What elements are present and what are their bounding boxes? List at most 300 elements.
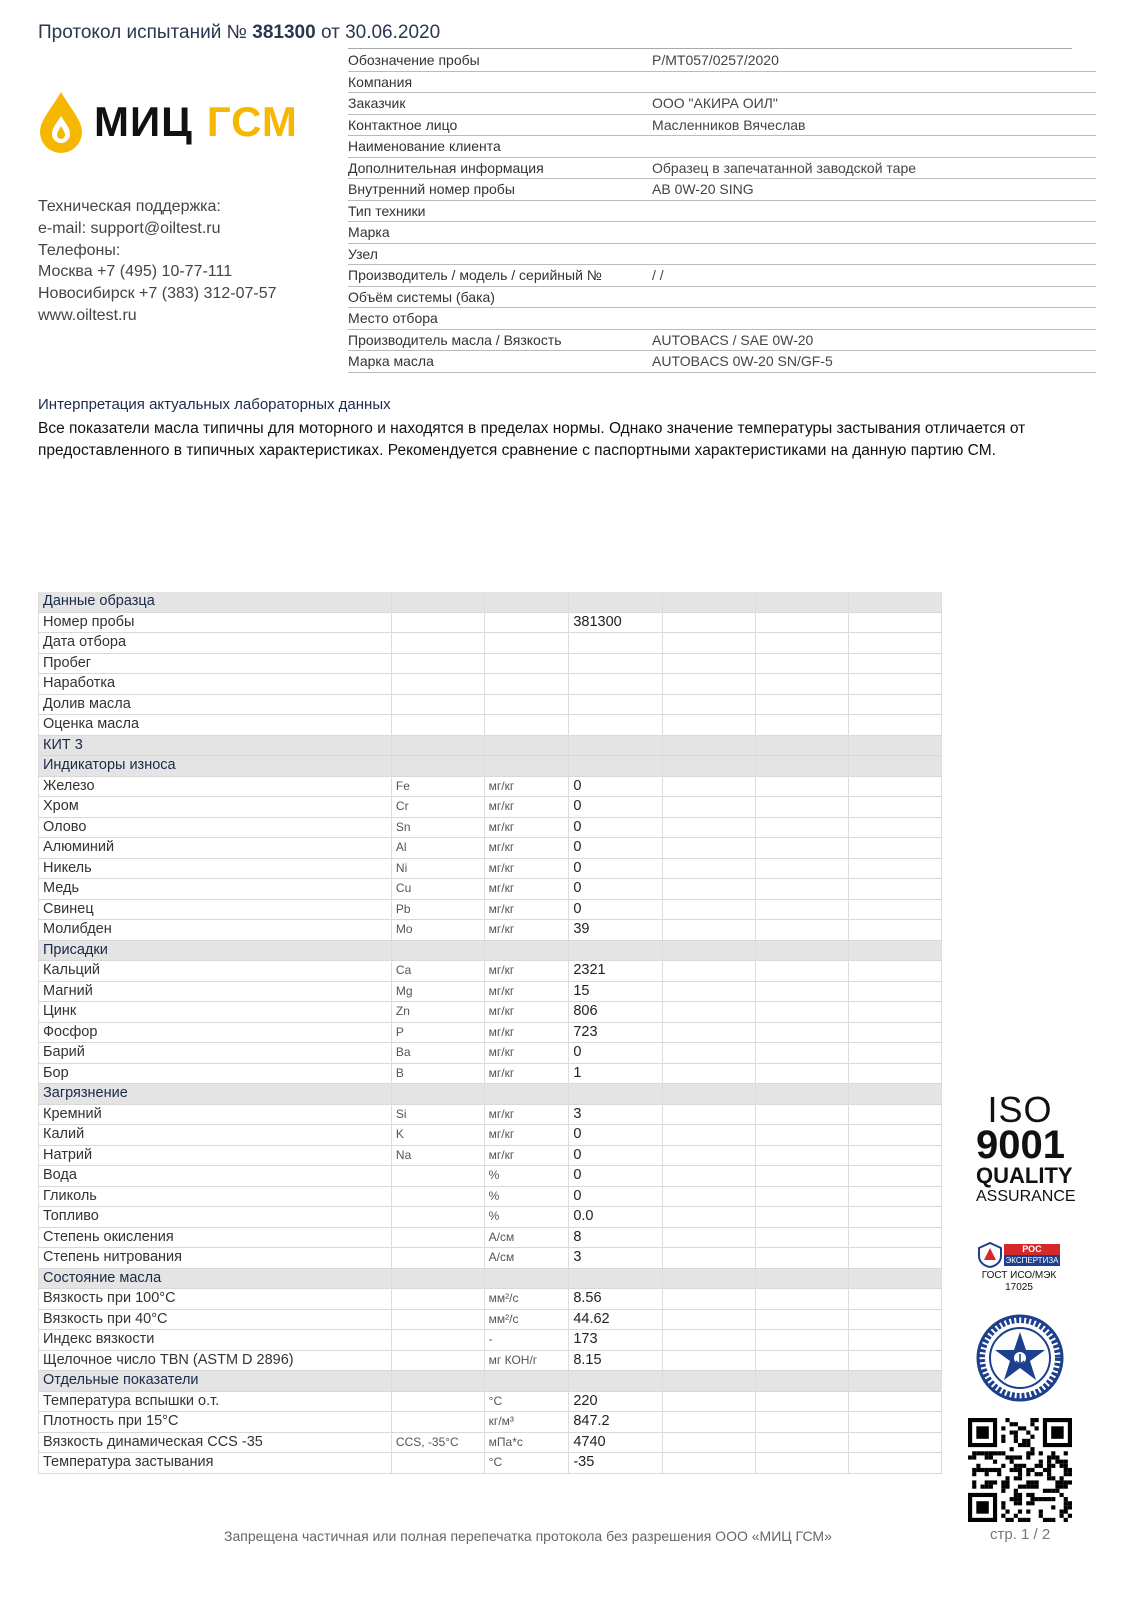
info-value: / / — [652, 267, 664, 283]
info-label: Компания — [348, 73, 413, 90]
param-value: 220 — [569, 1391, 663, 1412]
table-row — [39, 1330, 942, 1351]
param-unit: мг/кг — [484, 899, 569, 920]
param-symbol: Si — [391, 1104, 484, 1125]
param-value — [569, 653, 663, 674]
section-cell — [569, 1371, 663, 1392]
ros-badge-bottom: ЭКСПЕРТИЗА — [1005, 1256, 1059, 1265]
section-cell — [484, 735, 569, 756]
param-value — [569, 694, 663, 715]
param-value — [569, 674, 663, 695]
info-row — [348, 136, 1096, 158]
empty-cell — [848, 1002, 941, 1023]
param-symbol: Cr — [391, 797, 484, 818]
interpretation-text: Все показатели масла типичны для моторного и находятся в пределах нормы. Однако значение температуры застывания отличается от предоставленного в типичных характеристиках. Рекомендуется сравнение с паспортными характеристиками на данную партию СМ. — [38, 420, 1026, 459]
empty-cell — [662, 1186, 755, 1207]
table-row — [39, 920, 942, 941]
param-unit: мм²/с — [484, 1309, 569, 1330]
section-cell — [484, 592, 569, 612]
param-name: Кальций — [39, 961, 392, 982]
empty-cell — [662, 653, 755, 674]
table-row — [39, 858, 942, 879]
empty-cell — [755, 858, 848, 879]
website-link[interactable]: www.oiltest.ru — [38, 306, 137, 324]
table-row — [39, 694, 942, 715]
support-title: Техническая поддержка: — [38, 198, 221, 215]
empty-cell — [755, 1248, 848, 1269]
section-cell — [662, 1268, 755, 1289]
section-cell — [484, 1371, 569, 1392]
empty-cell — [755, 1309, 848, 1330]
table-row — [39, 1453, 942, 1474]
section-cell — [391, 735, 484, 756]
param-value: 39 — [569, 920, 663, 941]
empty-cell — [662, 776, 755, 797]
info-value: АВ 0W-20 SING — [652, 181, 754, 197]
param-name: Дата отбора — [39, 633, 392, 654]
empty-cell — [662, 674, 755, 695]
empty-cell — [848, 776, 941, 797]
empty-cell — [848, 1104, 941, 1125]
empty-cell — [848, 1350, 941, 1371]
section-cell — [755, 1268, 848, 1289]
section-cell — [569, 940, 663, 961]
info-row — [348, 158, 1096, 180]
info-label: Марка масла — [348, 353, 434, 369]
empty-cell — [755, 838, 848, 859]
table-row — [39, 1022, 942, 1043]
empty-cell — [755, 694, 848, 715]
table-row — [39, 1432, 942, 1453]
table-row — [39, 879, 942, 900]
param-name: Свинец — [39, 899, 392, 920]
table-row — [39, 817, 942, 838]
param-symbol — [391, 1207, 484, 1228]
info-value: AUTOBACS 0W-20 SN/GF-5 — [652, 353, 833, 369]
param-value — [569, 715, 663, 736]
param-symbol: Ba — [391, 1043, 484, 1064]
empty-cell — [755, 1125, 848, 1146]
info-row — [348, 72, 1096, 94]
table-row — [39, 1207, 942, 1228]
section-cell — [662, 1084, 755, 1105]
empty-cell — [662, 1412, 755, 1433]
table-row — [39, 715, 942, 736]
section-cell — [569, 1084, 663, 1105]
param-unit: мг/кг — [484, 1022, 569, 1043]
page-number: стр. 1 / 2 — [990, 1526, 1051, 1543]
info-label: Наименование клиента — [348, 138, 501, 154]
empty-cell — [755, 715, 848, 736]
table-row — [39, 1309, 942, 1330]
param-unit: мм²/с — [484, 1289, 569, 1310]
empty-cell — [848, 817, 941, 838]
empty-cell — [662, 858, 755, 879]
empty-cell — [662, 838, 755, 859]
param-symbol — [391, 674, 484, 695]
empty-cell — [662, 920, 755, 941]
param-value: 806 — [569, 1002, 663, 1023]
section-title: Загрязнение — [39, 1084, 392, 1105]
empty-cell — [755, 899, 848, 920]
section-cell — [391, 1084, 484, 1105]
empty-cell — [848, 1289, 941, 1310]
param-name: Номер пробы — [39, 612, 392, 633]
empty-cell — [848, 1063, 941, 1084]
param-symbol — [391, 653, 484, 674]
empty-cell — [755, 879, 848, 900]
param-unit: % — [484, 1186, 569, 1207]
info-label: Обозначение пробы — [348, 52, 480, 68]
section-cell — [755, 1371, 848, 1392]
empty-cell — [848, 1453, 941, 1474]
param-symbol — [391, 694, 484, 715]
empty-cell — [755, 1166, 848, 1187]
section-header-row — [39, 756, 942, 777]
maritime-register-seal-icon — [976, 1314, 1064, 1402]
param-symbol — [391, 1248, 484, 1269]
table-row — [39, 1002, 942, 1023]
section-cell — [391, 592, 484, 612]
info-label: Марка — [348, 224, 390, 240]
param-name: Индекс вязкости — [39, 1330, 392, 1351]
section-cell — [484, 1084, 569, 1105]
info-label: Тип техники — [348, 202, 426, 219]
empty-cell — [848, 1145, 941, 1166]
param-value: 0 — [569, 797, 663, 818]
info-value: AUTOBACS / SAE 0W-20 — [652, 331, 814, 348]
empty-cell — [755, 961, 848, 982]
param-unit: мг/кг — [484, 1043, 569, 1064]
empty-cell — [848, 838, 941, 859]
empty-cell — [848, 1125, 941, 1146]
empty-cell — [755, 1412, 848, 1433]
empty-cell — [662, 1166, 755, 1187]
empty-cell — [662, 1350, 755, 1371]
section-title: Состояние масла — [39, 1268, 392, 1289]
param-unit — [484, 633, 569, 654]
empty-cell — [755, 1002, 848, 1023]
empty-cell — [755, 1186, 848, 1207]
empty-cell — [848, 920, 941, 941]
section-cell — [755, 592, 848, 612]
empty-cell — [662, 1207, 755, 1228]
param-symbol: Al — [391, 838, 484, 859]
empty-cell — [848, 612, 941, 633]
param-symbol — [391, 633, 484, 654]
section-cell — [484, 940, 569, 961]
info-label: Узел — [348, 245, 378, 262]
param-unit: мг КОН/г — [484, 1350, 569, 1371]
param-symbol: P — [391, 1022, 484, 1043]
support-email[interactable]: e-mail: support@oiltest.ru — [38, 219, 221, 237]
param-symbol — [391, 1309, 484, 1330]
param-value: 381300 — [569, 612, 663, 633]
param-unit: мг/кг — [484, 797, 569, 818]
empty-cell — [755, 776, 848, 797]
param-symbol: K — [391, 1125, 484, 1146]
param-name: Хром — [39, 797, 392, 818]
empty-cell — [848, 633, 941, 654]
section-title: Данные образца — [39, 592, 392, 612]
protocol-title — [38, 22, 440, 44]
param-value: 0 — [569, 1145, 663, 1166]
param-unit: мПа*с — [484, 1432, 569, 1453]
empty-cell — [848, 1248, 941, 1269]
param-name: Степень нитрования — [39, 1248, 392, 1269]
param-symbol: Ca — [391, 961, 484, 982]
empty-cell — [755, 817, 848, 838]
param-value: 4740 — [569, 1432, 663, 1453]
section-cell — [662, 735, 755, 756]
param-value: 0 — [569, 1043, 663, 1064]
section-header-row — [39, 1371, 942, 1392]
empty-cell — [662, 1043, 755, 1064]
company-logo — [38, 90, 298, 154]
info-row — [348, 265, 1096, 287]
param-value: 0 — [569, 817, 663, 838]
empty-cell — [755, 1227, 848, 1248]
param-unit: °С — [484, 1453, 569, 1474]
empty-cell — [848, 858, 941, 879]
param-value: 15 — [569, 981, 663, 1002]
section-cell — [848, 1371, 941, 1392]
param-symbol: B — [391, 1063, 484, 1084]
empty-cell — [755, 1391, 848, 1412]
empty-cell — [755, 1207, 848, 1228]
param-name: Фосфор — [39, 1022, 392, 1043]
param-symbol — [391, 1412, 484, 1433]
section-header-row — [39, 735, 942, 756]
logo-text-gsm: ГСМ — [206, 98, 298, 145]
table-row — [39, 1248, 942, 1269]
table-row — [39, 1186, 942, 1207]
param-unit: мг/кг — [484, 1125, 569, 1146]
table-row — [39, 1412, 942, 1433]
param-value: 0 — [569, 899, 663, 920]
param-name: Вязкость динамическая CCS -35 — [39, 1432, 392, 1453]
empty-cell — [848, 694, 941, 715]
param-unit — [484, 612, 569, 633]
param-symbol: Zn — [391, 1002, 484, 1023]
param-name: Калий — [39, 1125, 392, 1146]
table-row — [39, 1350, 942, 1371]
empty-cell — [662, 1063, 755, 1084]
param-unit — [484, 674, 569, 695]
param-value: 44.62 — [569, 1309, 663, 1330]
param-name: Долив масла — [39, 694, 392, 715]
info-row — [348, 115, 1096, 137]
param-symbol — [391, 1391, 484, 1412]
section-cell — [755, 940, 848, 961]
section-cell — [391, 756, 484, 777]
param-name: Вязкость при 100°С — [39, 1289, 392, 1310]
sample-info-table — [348, 50, 1096, 373]
param-symbol: Cu — [391, 879, 484, 900]
info-row — [348, 201, 1096, 223]
param-name: Никель — [39, 858, 392, 879]
section-cell — [848, 1084, 941, 1105]
param-name: Топливо — [39, 1207, 392, 1228]
empty-cell — [848, 674, 941, 695]
empty-cell — [755, 1022, 848, 1043]
param-unit — [484, 694, 569, 715]
section-header-row — [39, 940, 942, 961]
header-divider — [348, 48, 1072, 49]
empty-cell — [662, 899, 755, 920]
param-value: 8.15 — [569, 1350, 663, 1371]
param-name: Молибден — [39, 920, 392, 941]
info-label: Заказчик — [348, 95, 406, 111]
param-value: 0.0 — [569, 1207, 663, 1228]
param-symbol: Pb — [391, 899, 484, 920]
param-name: Барий — [39, 1043, 392, 1064]
empty-cell — [755, 674, 848, 695]
section-cell — [848, 1268, 941, 1289]
param-name: Вода — [39, 1166, 392, 1187]
empty-cell — [755, 1063, 848, 1084]
empty-cell — [755, 1350, 848, 1371]
empty-cell — [848, 1309, 941, 1330]
param-value: -35 — [569, 1453, 663, 1474]
section-title: КИТ 3 — [39, 735, 392, 756]
info-label: Объём системы (бака) — [348, 288, 495, 305]
empty-cell — [848, 899, 941, 920]
section-cell — [569, 735, 663, 756]
empty-cell — [755, 981, 848, 1002]
table-row — [39, 899, 942, 920]
param-name: Натрий — [39, 1145, 392, 1166]
info-label: Внутренний номер пробы — [348, 181, 515, 197]
protocol-date: от 30.06.2020 — [320, 22, 441, 43]
table-row — [39, 1145, 942, 1166]
section-cell — [569, 756, 663, 777]
table-row — [39, 1104, 942, 1125]
param-unit: мг/кг — [484, 776, 569, 797]
param-symbol — [391, 1330, 484, 1351]
param-unit: - — [484, 1330, 569, 1351]
empty-cell — [848, 797, 941, 818]
empty-cell — [848, 1391, 941, 1412]
gost-label: ГОСТ ИСО/МЭК 17025 — [981, 1270, 1057, 1293]
param-symbol — [391, 1227, 484, 1248]
param-name: Цинк — [39, 1002, 392, 1023]
param-name: Наработка — [39, 674, 392, 695]
empty-cell — [662, 1104, 755, 1125]
param-unit: мг/кг — [484, 1002, 569, 1023]
phones-label: Телефоны: — [38, 241, 121, 259]
table-row — [39, 674, 942, 695]
empty-cell — [848, 715, 941, 736]
param-unit: % — [484, 1207, 569, 1228]
ros-shield-icon — [978, 1242, 1002, 1268]
empty-cell — [662, 1227, 755, 1248]
info-label: Производитель масла / Вязкость — [348, 331, 562, 348]
param-name: Щелочное число TBN (ASTM D 2896) — [39, 1350, 392, 1371]
iso-line2: 9001 — [976, 1123, 1065, 1167]
param-symbol: Mg — [391, 981, 484, 1002]
param-name: Медь — [39, 879, 392, 900]
empty-cell — [755, 1145, 848, 1166]
table-row — [39, 776, 942, 797]
param-value: 0 — [569, 1186, 663, 1207]
iso-9001-badge — [976, 1089, 1076, 1206]
param-value: 8.56 — [569, 1289, 663, 1310]
param-symbol: Na — [391, 1145, 484, 1166]
param-symbol — [391, 612, 484, 633]
empty-cell — [848, 653, 941, 674]
param-unit: мг/кг — [484, 817, 569, 838]
param-value — [569, 633, 663, 654]
param-unit: мг/кг — [484, 1104, 569, 1125]
empty-cell — [755, 1453, 848, 1474]
section-cell — [391, 1371, 484, 1392]
empty-cell — [662, 1002, 755, 1023]
empty-cell — [848, 981, 941, 1002]
empty-cell — [662, 1309, 755, 1330]
table-row — [39, 1043, 942, 1064]
section-cell — [569, 592, 663, 612]
param-value: 0 — [569, 838, 663, 859]
param-name: Оценка масла — [39, 715, 392, 736]
empty-cell — [662, 1432, 755, 1453]
empty-cell — [848, 1022, 941, 1043]
empty-cell — [848, 1330, 941, 1351]
param-unit: % — [484, 1166, 569, 1187]
empty-cell — [848, 961, 941, 982]
param-symbol: Ni — [391, 858, 484, 879]
section-title: Индикаторы износа — [39, 756, 392, 777]
info-label: Дополнительная информация — [348, 159, 544, 176]
param-value: 8 — [569, 1227, 663, 1248]
param-unit: мг/кг — [484, 920, 569, 941]
empty-cell — [755, 633, 848, 654]
empty-cell — [662, 879, 755, 900]
section-cell — [848, 940, 941, 961]
param-value: 0 — [569, 879, 663, 900]
iso-line3: QUALITY — [976, 1163, 1073, 1188]
section-cell — [569, 1268, 663, 1289]
param-unit: мг/кг — [484, 961, 569, 982]
param-name: Пробег — [39, 653, 392, 674]
section-title: Отдельные показатели — [39, 1371, 392, 1392]
empty-cell — [848, 1043, 941, 1064]
param-unit: мг/кг — [484, 981, 569, 1002]
empty-cell — [755, 1330, 848, 1351]
param-name: Кремний — [39, 1104, 392, 1125]
empty-cell — [755, 1104, 848, 1125]
info-value: Р/МТ057/0257/2020 — [652, 52, 779, 68]
table-row — [39, 981, 942, 1002]
param-unit: мг/кг — [484, 858, 569, 879]
param-unit: мг/кг — [484, 879, 569, 900]
empty-cell — [662, 797, 755, 818]
support-contacts — [38, 196, 276, 327]
param-symbol — [391, 715, 484, 736]
section-cell — [662, 940, 755, 961]
empty-cell — [662, 1453, 755, 1474]
empty-cell — [662, 612, 755, 633]
empty-cell — [662, 1391, 755, 1412]
param-unit: мг/кг — [484, 1145, 569, 1166]
qr-code-icon[interactable] — [968, 1418, 1072, 1522]
param-value: 1 — [569, 1063, 663, 1084]
param-name: Железо — [39, 776, 392, 797]
table-row — [39, 1063, 942, 1084]
iso-line4: ASSURANCE — [976, 1188, 1076, 1205]
info-row — [348, 50, 1096, 72]
param-unit — [484, 653, 569, 674]
